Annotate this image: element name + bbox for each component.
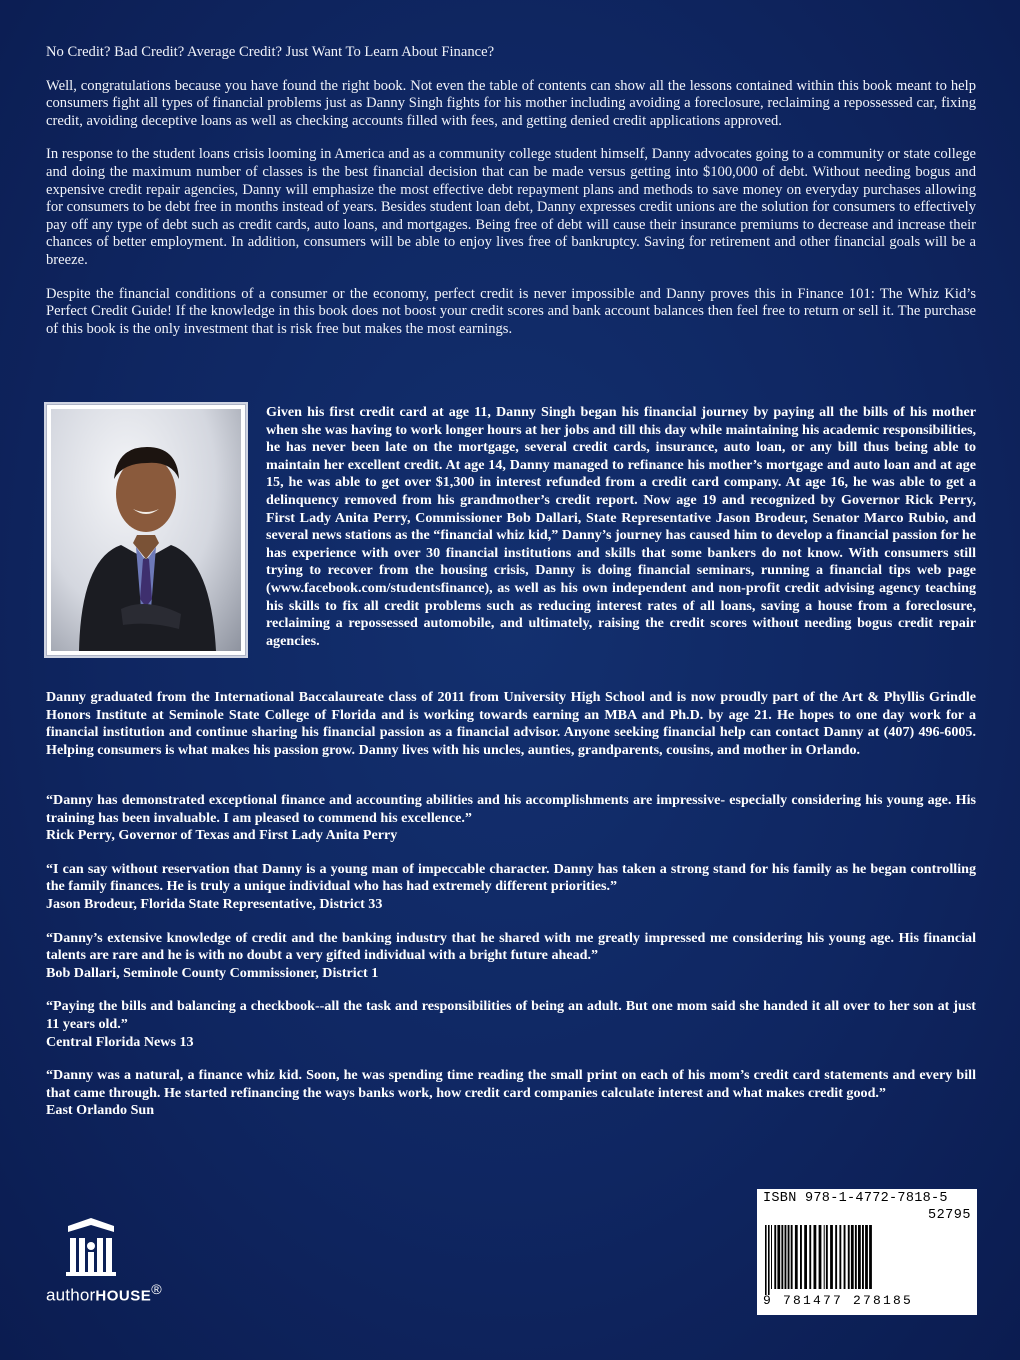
publisher-name-suffix: HOUSE (95, 1287, 152, 1305)
testimonial-attribution: Rick Perry, Governor of Texas and First Lady Anita Perry (46, 827, 398, 844)
ean-digits: 9 781477 278185 (763, 1293, 914, 1308)
testimonial-attribution: East Orlando Sun (46, 1102, 155, 1119)
intro-paragraph: Well, congratulations because you have found the right book. Not even the table of contents can show all the lessons contained within this book meant to help consumers fight all types of financial problems just as Danny Singh fights for his mother including avoiding a foreclosure, reclaiming a repossessed car, fixing credit, avoiding deceptive loans as well as checking accounts filled with fees, and getting denied credit applications approved. (46, 77, 976, 129)
testimonial (46, 998, 976, 1051)
testimonial (46, 930, 976, 983)
registered-mark: ® (151, 1282, 162, 1298)
intro-heading: No Credit? Bad Credit? Average Credit? Just Want To Learn About Finance? (46, 44, 495, 60)
isbn-barcode (757, 1189, 977, 1315)
author-bio-first: Given his first credit card at age 11, Danny Singh began his financial journey by paying all the bills of his mother when she was having to work longer hours at her jobs and till this day while maintaining his academic responsibilities, he has never been late on the mortgage, several credit cards, insurance, auto loan, or any bill thus being able to maintain her excellent credit. At age 14, Danny managed to refinance his mother’s mortgage and auto loan and at age 15, he was able to get over $1,300 in interest refunded from a credit card company. At age 16, he was able to get a delinquency removed from his grandmother’s credit report. Now age 19 and recognized by Governor Rick Perry, First Lady Anita Perry, Commissioner Bob Dallari, State Representative Jason Brodeur, Senator Marco Rubio, and several news stations as the “financial whiz kid,” Danny’s journey has caused him to develop a financial passion for he has experience with over 30 financial institutions and skills that some bankers do not know. With consumers still trying to recover from the housing crisis, Danny is doing financial seminars, running a financial tips web page (www.facebook.com/studentsfinance), as well as his own independent and non-profit credit advising agency teaching his skills to fix all credit problems such as reducing interest rates of all loans, saving a house from a foreclosure, reclaiming a repossessed automobile, and ultimately, raising the credit scores without needing bogus credit repair agencies. (266, 404, 976, 649)
intro-paragraph: In response to the student loans crisis looming in America and as a community college student himself, Danny advocates going to a community or state college and doing the maximum number of classes is the best financial decision that can be made versus getting into $100,000 of debt. Without needing bogus and expensive credit repair agencies, Danny will emphasize the most effective debt repayment plans and methods to save money on everyday purchases allowing for consumers to be debt free in months instead of years. Besides student loan debt, Danny expresses credit unions are the solution for consumers to effectively pay off any type of debt such as credit cards, auto loans, and mortgages. Being free of debt will cause their insurance premiums to decrease and increase their chances of better employment. In addition, consumers will be able to enjoy lives free of bankruptcy. Saving for retirement and other financial goals will be a breeze. (46, 146, 976, 268)
testimonial-attribution: Bob Dallari, Seminole County Commissioner, District 1 (46, 964, 379, 981)
testimonial-text: “Danny’s extensive knowledge of credit and the banking industry that he shared with me greatly impressed me considering his young age. His financial talents are rare and he is with no doubt a very gifted individual with a bright future ahead.” (46, 929, 976, 964)
testimonial-text: “Danny was a natural, a finance whiz kid. Soon, he was spending time reading the small print on each of his mom’s credit card statements and every bill that came through. He started refinancing the ways banks work, how credit card companies calculate interest and what makes credit good.” (46, 1067, 976, 1101)
testimonial (46, 792, 976, 845)
author-portrait-image (51, 409, 241, 651)
publisher-name-prefix: author (46, 1285, 96, 1305)
back-cover (46, 44, 976, 1119)
testimonials (46, 792, 976, 1136)
author-photo (46, 404, 246, 656)
barcode-bars (763, 1225, 973, 1295)
isbn-number: ISBN 978-1-4772-7818-5 (763, 1191, 948, 1206)
testimonial-attribution: Central Florida News 13 (46, 1033, 194, 1050)
intro-paragraph: Despite the financial conditions of a consumer or the economy, perfect credit is never impossible and Danny proves this in Finance 101: The Whiz Kid’s Perfect Credit Guide! If the knowledge in this book does not boost your credit scores and bank account balances then feel free to return or sell it. The purchase of this book is the only investment that is risk free but makes the most earnings. (46, 285, 976, 337)
portrait-illustration (51, 409, 241, 651)
price-code: 52795 (927, 1208, 971, 1223)
testimonial-text: “Danny has demonstrated exceptional finance and accounting abilities and his accomplishments are impressive- especially considering his young age. His training has been invaluable. I am pleased to commend his excellence.” (46, 792, 976, 826)
publisher-name (46, 1282, 162, 1306)
testimonial-attribution: Jason Brodeur, Florida State Representative, District 33 (46, 895, 383, 912)
testimonial (46, 1067, 976, 1120)
testimonial-text: “Paying the bills and balancing a checkbook--all the task and responsibilities of being an adult. But one mom said she handed it all over to her son at just 11 years old.” (46, 998, 976, 1032)
testimonial (46, 861, 976, 914)
testimonial-text: “I can say without reservation that Danny is a young man of impeccable character. Danny has taken a strong stand for his family as he began controlling the family finances. He is truly a unique individual who has had extremely different priorities.” (46, 860, 976, 895)
authorhouse-logo-icon (46, 1216, 136, 1278)
publisher-logo (46, 1216, 196, 1316)
author-bio-second: Danny graduated from the International Baccalaureate class of 2011 from University High School and is now proudly part of the Art & Phyllis Grindle Honors Institute at Seminole State College of Florida and is working towards earning an MBA and Ph.D. by age 21. He hopes to one day work for a financial institution and continue sharing his financial passion as a financial advisor. Anyone seeking financial help can contact Danny at (407) 496-6005. Helping consumers is what makes his passion grow. Danny lives with his uncles, aunties, grandparents, cousins, and mother in Orlando. (46, 689, 976, 758)
